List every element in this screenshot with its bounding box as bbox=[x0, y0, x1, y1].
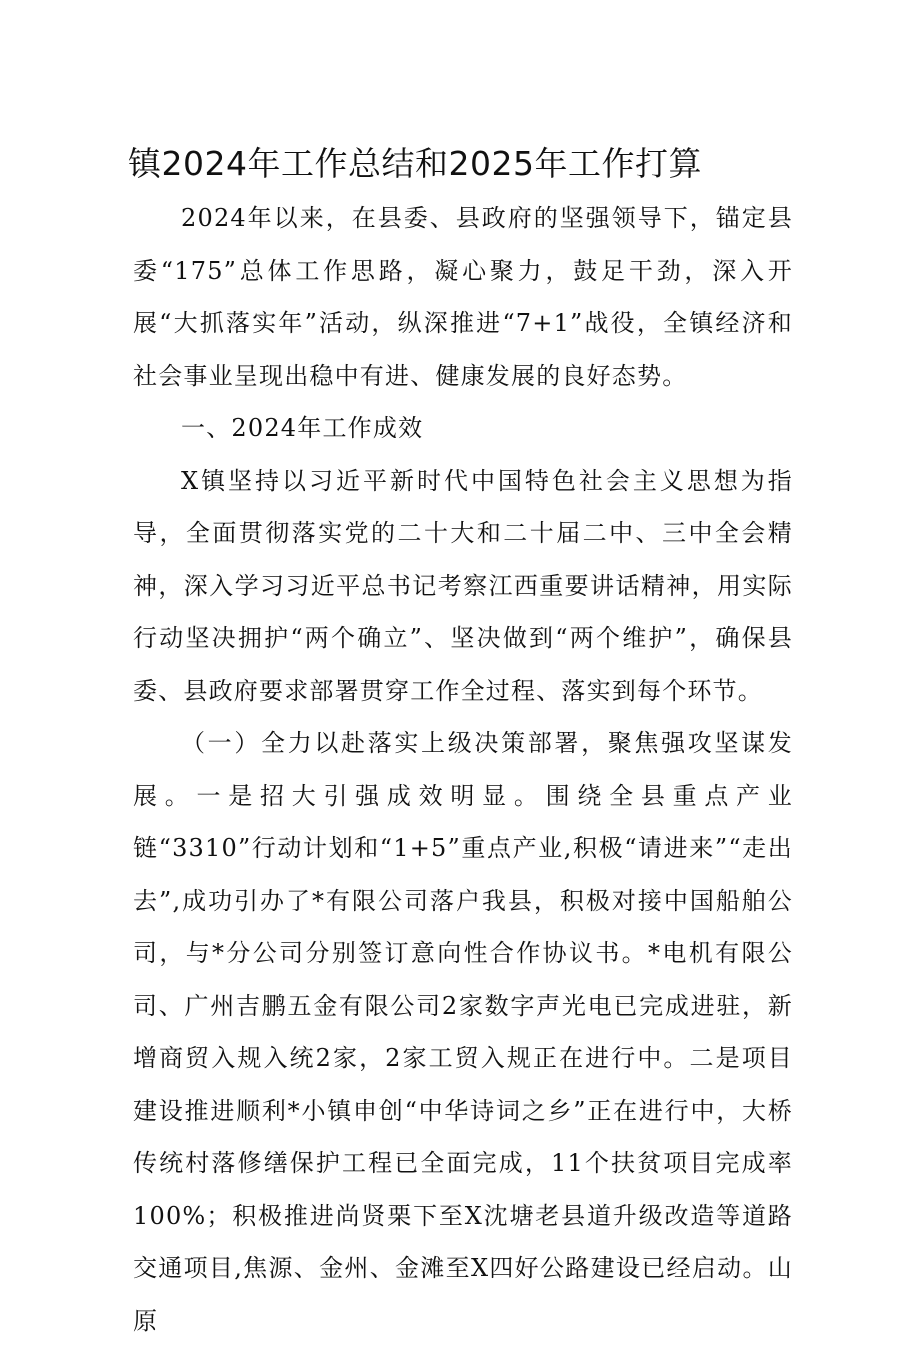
document-body bbox=[133, 192, 793, 1347]
document-title: 镇2024年工作总结和2025年工作打算 bbox=[128, 144, 702, 183]
section-paragraph: （一）全力以赴落实上级决策部署，聚焦强攻坚谋发展。一是招大引强成效明显。围绕全县重点产业链“3310”行动计划和“1+5”重点产业,积极“请进来”“走出去”,成功引办了*有限公司落户我县，积极对接中国船舶公司，与*分公司分别签订意向性合作协议书。*电机有限公司、广州吉鹏五金有限公司2家数字声光电已完成进驻，新增商贸入规入统2家，2家工贸入规正在进行中。二是项目建设推进顺利*小镇申创“中华诗词之乡”正在进行中，大桥传统村落修缮保护工程已全面完成，11个扶贫项目完成率100%；积极推进尚贤栗下至X沈塘老县道升级改造等道路交通项目,焦源、金州、金滩至X四好公路建设已经启动。山原 bbox=[133, 729, 793, 1335]
section-paragraph: X镇坚持以习近平新时代中国特色社会主义思想为指导，全面贯彻落实党的二十大和二十届二中、三中全会精神，深入学习习近平总书记考察江西重要讲话精神，用实际行动坚决拥护“两个确立”、坚决做到“两个维护”，确保县委、县政府要求部署贯穿工作全过程、落实到每个环节。 bbox=[133, 466, 793, 705]
intro-paragraph: 2024年以来，在县委、县政府的坚强领导下，锚定县委“175”总体工作思路，凝心聚力，鼓足干劲，深入开展“大抓落实年”活动，纵深推进“7+1”战役，全镇经济和社会事业呈现出稳中有进、健康发展的良好态势。 bbox=[133, 204, 793, 390]
section-heading: 一、2024年工作成效 bbox=[181, 414, 424, 442]
